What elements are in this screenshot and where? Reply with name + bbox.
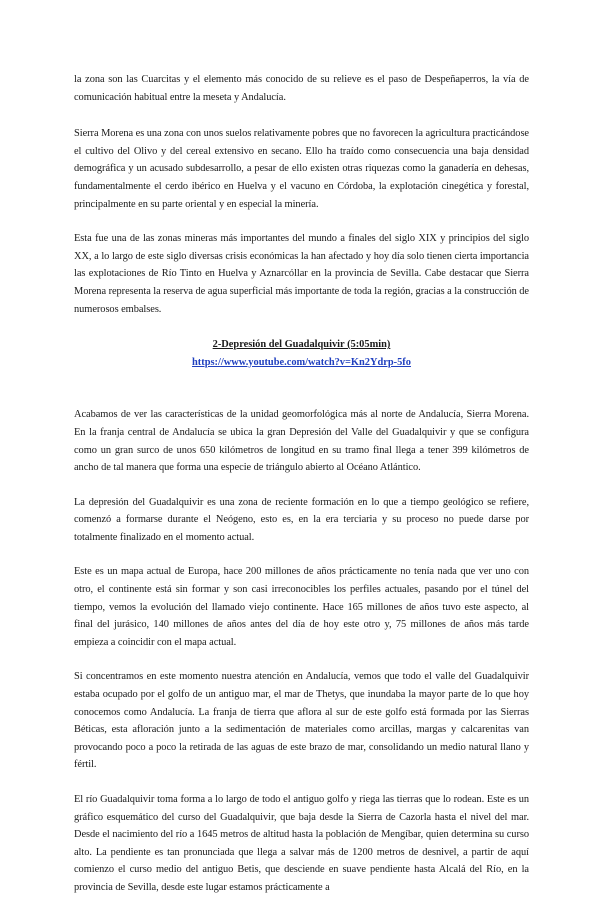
paragraph-mining: Esta fue una de las zonas mineras más importantes del mundo a finales del siglo XIX y principios del siglo XX, a lo largo de este siglo diversas crisis económicas la han afectado y hoy día solo tienen cierta importancia las explotaciones de Río Tinto en Huelva y Aznarcóllar en la provincia de Sevilla. Cabe destacar que Sierra Morena representa la reserva de agua superficial más importante de toda la región, gracias a la construcción de numerosos embalses.	[74, 233, 529, 315]
section-heading	[74, 336, 529, 371]
paragraph-despenaperros: la zona son las Cuarcitas y el elemento más conocido de su relieve es el paso de Despeñaperros, la vía de comunicación habitual entre la meseta y Andalucía.	[74, 74, 529, 103]
section-title: 2-Depresión del Guadalquivir (5:05min)	[212, 339, 391, 351]
paragraph-europe-map: Este es un mapa actual de Europa, hace 200 millones de años prácticamente no tenía nada que ver uno con otro, el continente está sin formar y son casi irreconocibles los perfiles actuales, pasando por el túnel del tiempo, vemos la evolución del llamado viejo continente. Hace 165 millones de años tuvo este aspecto, al final del jurásico, 140 millones de años antes del día de hoy este otro y, 75 millones de años más tarde empieza a coincidir con el mapa actual.	[74, 566, 529, 648]
paragraph-sierra-morena-economy: Sierra Morena es una zona con unos suelos relativamente pobres que no favorecen la agricultura practicándose el cultivo del Olivo y del cereal extensivo en secano. Ello ha traído como consecuencia una baja densidad demográfica y un acusado subdesarrollo, a pesar de ello existen otras riquezas como la ganadería en dehesas, fundamentalmente el cerdo ibérico en Huelva y el vacuno en Córdoba, la explotación cinegética y forestal, principalmente en su parte oriental y en especial la minería.	[74, 128, 529, 210]
paragraph-thetys-sea: Si concentramos en este momento nuestra atención en Andalucía, vemos que todo el valle del Guadalquivir estaba ocupado por el golfo de un antiguo mar, el mar de Thetys, que inundaba la mayor parte de lo que hoy conocemos como Andalucía. La franja de tierra que aflora al sur de este golfo está formada por las Sierras Béticas, esta afloración junto a la sedimentación de materiales como arcillas, margas y calcarenitas van provocando poco a poco la retirada de las aguas de este brazo de mar, consolidando un medio natural llano y fértil.	[74, 671, 529, 771]
document-page	[74, 71, 529, 897]
paragraph-river-course: El río Guadalquivir toma forma a lo largo de todo el antiguo golfo y riega las tierras que lo rodean. Este es un gráfico esquemático del curso del Guadalquivir, que baja desde la Sierra de Cazorla hasta el nivel del mar. Desde el nacimiento del río a 1645 metros de altitud hasta la población de Mengíbar, quien determina su curso alto. La pendiente es tan pronunciada que llega a salvar más de 1200 metros de desnivel, a partir de aquí comienzo el curso medio del antiguo Betis, que desciende en suave pendiente hasta Alcalá del Río, en la provincia de Sevilla, desde este lugar estamos prácticamente a	[74, 794, 529, 893]
paragraph-formation: La depresión del Guadalquivir es una zona de reciente formación en lo que a tiempo geológico se refiere, comenzó a formarse durante el Neógeno, esto es, en la era terciaria y su proceso no puede darse por totalmente finalizado en el momento actual.	[74, 496, 529, 543]
video-link[interactable]: https://www.youtube.com/watch?v=Kn2Ydrp-5fo	[192, 356, 411, 368]
paragraph-depresion-intro: Acabamos de ver las características de la unidad geomorfológica más al norte de Andalucía, Sierra Morena. En la franja central de Andalucía se ubica la gran Depresión del Valle del Guadalquivir y que se configura como un gran surco de unos 650 kilómetros de longitud en su tramo final llega a tener 399 kilómetros de ancho de tal manera que forma una especie de triángulo abierto al Océano Atlántico.	[74, 409, 529, 474]
